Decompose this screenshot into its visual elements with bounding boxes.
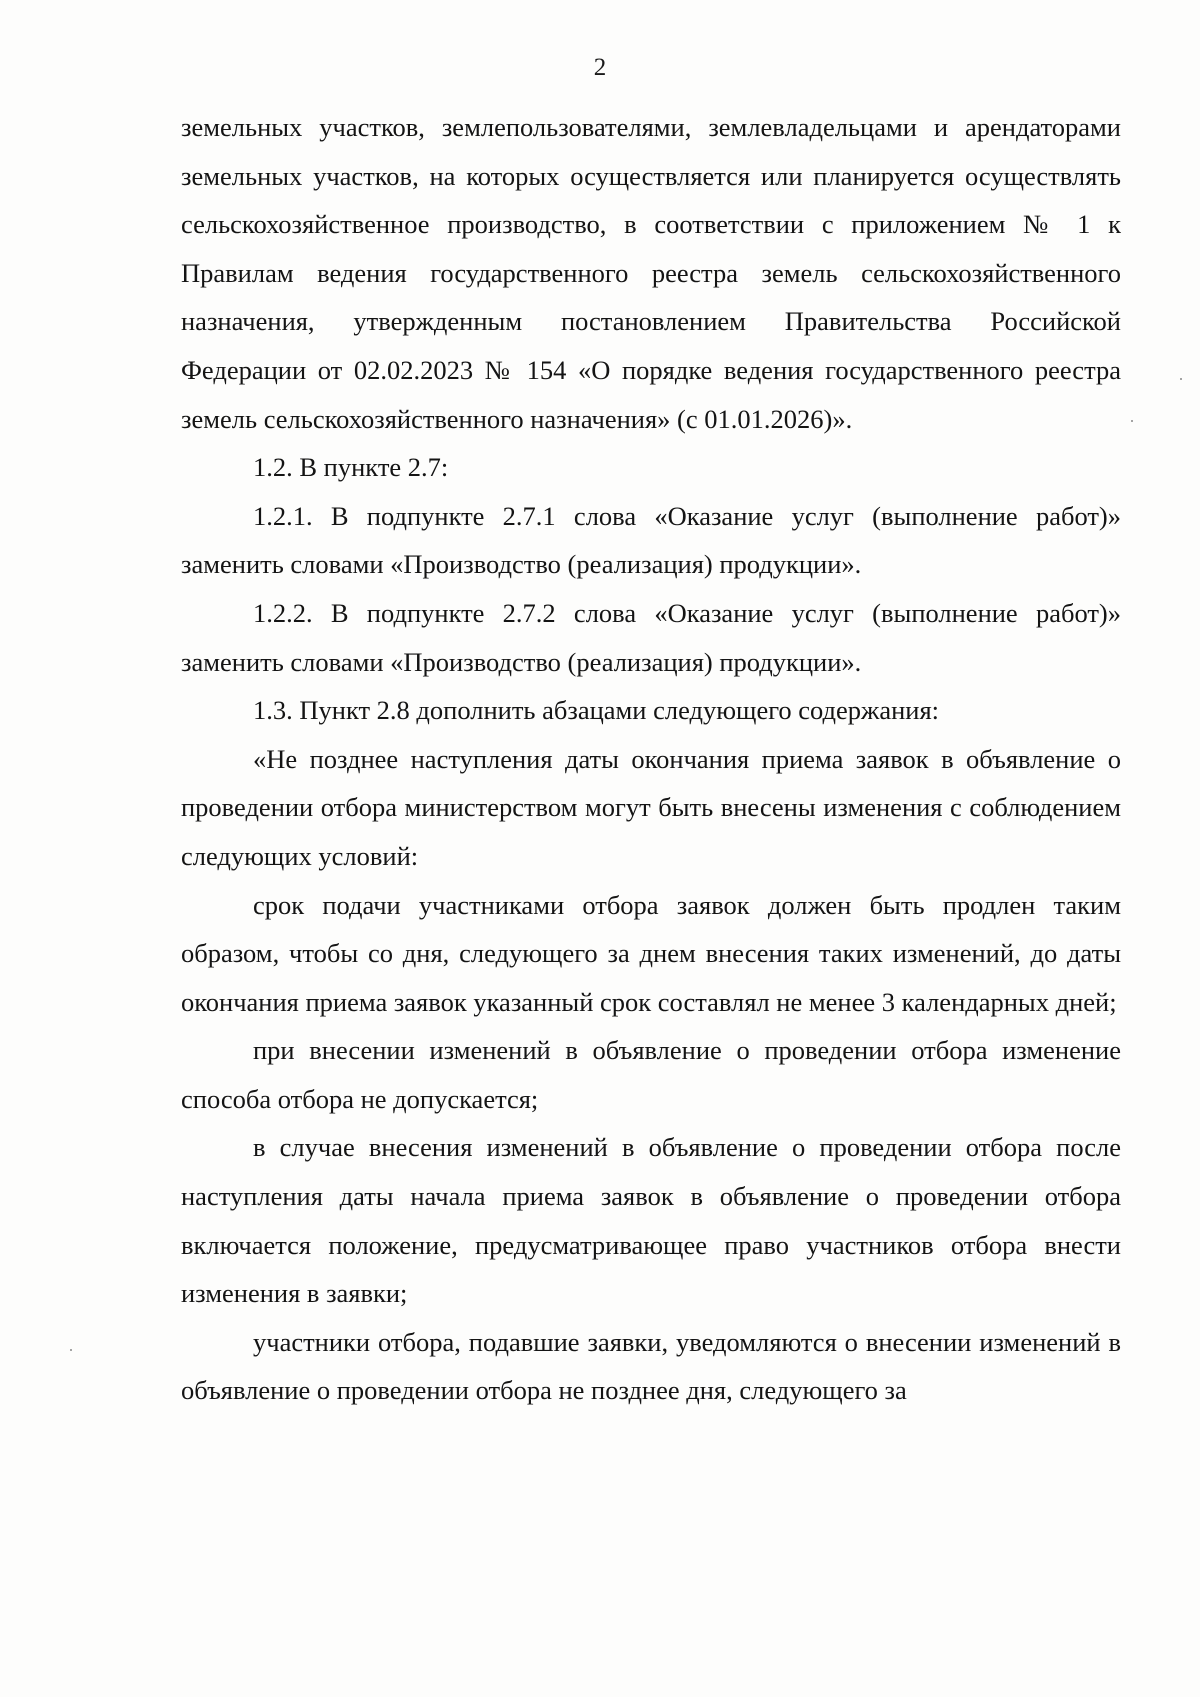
- paragraph: 1.2. В пункте 2.7:: [253, 452, 449, 483]
- paragraph: 1.2.1. В подпункте 2.7.1 слова «Оказание услуг (выполнение работ)» заменить словами «Производство (реализация) продукции».: [181, 500, 1121, 580]
- paragraph: земельных участков, землепользователями, землевладельцами и арендаторами земельных участков, на которых осуществляется или планируется осуществлять сельскохозяйственное производство, в соответствии с приложением № 1 к Правилам ведения государственного реестра земель сельскохозяйственного назначения, утвержденным постановлением Правительства Российской Федерации от 02.02.2023 № 154 «О порядке ведения государственного реестра земель сельскохозяйственного назначения» (с 01.01.2026)».: [181, 112, 1121, 434]
- page-number: 2: [593, 54, 607, 81]
- paragraph: срок подачи участниками отбора заявок должен быть продлен таким образом, чтобы со дня, следующего за днем внесения таких изменений, до даты окончания приема заявок указанный срок составлял не менее 3 календарных дней;: [181, 889, 1121, 1017]
- paragraph: при внесении изменений в объявление о проведении отбора изменение способа отбора не допускается;: [181, 1035, 1121, 1114]
- scan-speck: [1131, 420, 1133, 422]
- paragraph: «Не позднее наступления даты окончания приема заявок в объявление о проведении отбора министерством могут быть внесены изменения с соблюдением следующих условий:: [181, 743, 1121, 871]
- document-body: [181, 103, 1121, 1415]
- paragraph: в случае внесения изменений в объявление о проведении отбора после наступления даты начала приема заявок в объявление о проведении отбора включается положение, предусматривающее право участников отбора внести изменения в заявки;: [181, 1132, 1121, 1309]
- paragraph: 1.3. Пункт 2.8 дополнить абзацами следующего содержания:: [253, 695, 940, 726]
- paragraph: 1.2.2. В подпункте 2.7.2 слова «Оказание услуг (выполнение работ)» заменить словами «Производство (реализация) продукции».: [181, 597, 1121, 677]
- scan-speck: [1180, 378, 1182, 380]
- scan-speck: [70, 1349, 72, 1351]
- paragraph: участники отбора, подавшие заявки, уведомляются о внесении изменений в объявление о проведении отбора не позднее дня, следующего за: [181, 1326, 1121, 1406]
